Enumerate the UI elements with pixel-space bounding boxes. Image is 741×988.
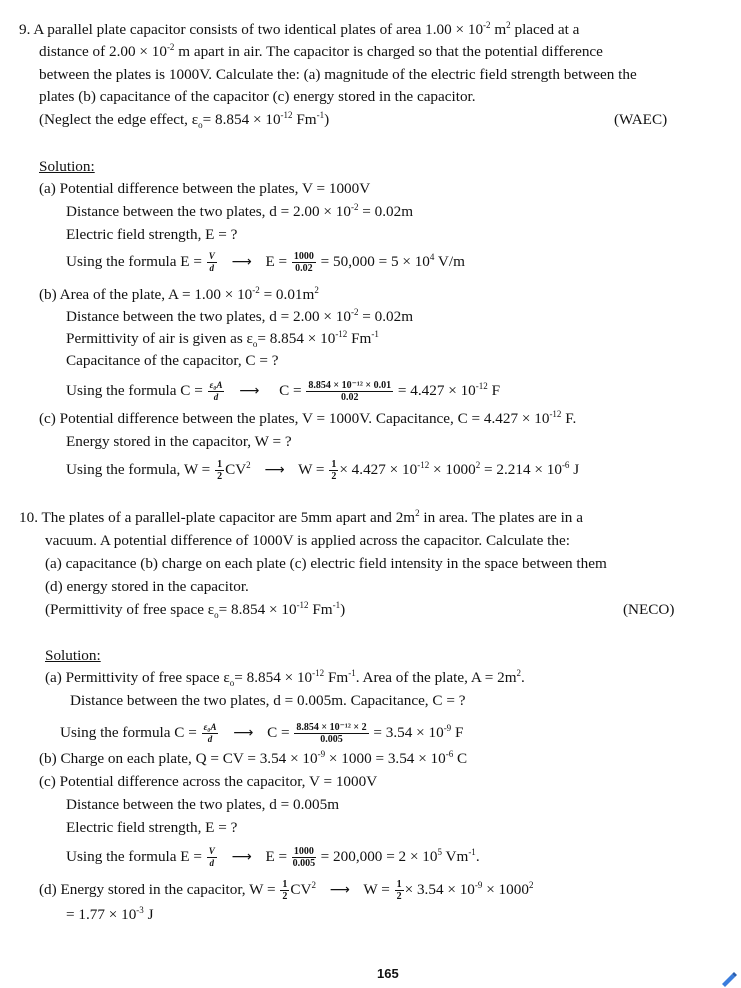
arrow-icon: ⟶: [231, 253, 252, 270]
arrow-icon: ⟶: [239, 382, 260, 399]
q9-a-line-1: (a) Potential difference between the plates, V = 1000V: [39, 180, 371, 197]
arrow-icon: ⟶: [264, 461, 285, 478]
q9-c-line-1: (c) Potential difference between the plates, V = 1000V. Capacitance, $C = 4.427 \times 10^{-12}$ F.: [39, 408, 577, 427]
q10-line-4: (d) energy stored in the capacitor.: [45, 578, 249, 595]
q10-a-line-1: (a) Permittivity of free space $\varepsilon_o= 8.854 \times 10^{-12}$ $Fm^{-1}$. Area of the plate, $A = 2m^2$.: [45, 667, 525, 689]
q10-c-line-1: (c) Potential difference across the capacitor, V = 1000V: [39, 773, 378, 790]
q9-line-3: between the plates is 1000V. Calculate the: (a) magnitude of the electric field strength between the: [39, 66, 637, 83]
fraction-capacitance-10: $\frac{\text{8.854 × 10⁻¹² × 2}}{0.005}$: [296, 722, 367, 745]
q9-c-line-2: Energy stored in the capacitor, W = ?: [66, 433, 292, 450]
q10-c-line-4: Using the formula E = $\frac{V}{d}$ ⟶ E = $\frac{1000}{0.005}$ = $200,000 = 2 \times 10^5$ $Vm^{-1}$.: [66, 846, 480, 869]
q9-b-line-5: Using the formula C = $\frac{\text{ε₀A}}{d}$ ⟶ C = $\frac{\text{8.854 × 10⁻¹² × 0.01}}{0.02}$ = $4.427 \times 10^{-12}$ F: [66, 380, 501, 403]
q9-b-line-1: (b) Area of the plate, $A = 1.00 \times 10^{-2} = 0.01m^2$: [39, 284, 319, 303]
fraction-capacitance-9: $\frac{\text{8.854 × 10⁻¹² × 0.01}}{0.02}$: [308, 380, 392, 403]
arrow-icon: ⟶: [231, 848, 252, 865]
q9-b-line-3: Permittivity of air is given as $\varepsilon_o= 8.854 \times 10^{-12}$ $Fm^{-1}$: [66, 328, 379, 350]
q10-c-line-3: Electric field strength, E = ?: [66, 819, 238, 836]
q10-line-3: (a) capacitance (b) charge on each plate (c) electric field intensity in the space between them: [45, 555, 607, 572]
q9-source: (WAEC): [614, 111, 668, 128]
fraction-one-half: $\frac{1}{2}$: [282, 879, 288, 902]
q10-source: (NECO): [623, 601, 675, 618]
q9-a-line-2: Distance between the two plates, $d = 2.00 \times 10^{-2} = 0.02m$: [66, 201, 414, 220]
fraction-one-half: $\frac{1}{2}$: [396, 879, 402, 902]
q10-solution-heading: Solution:: [45, 647, 101, 664]
q10-d-line-2: = $1.77 \times 10^{-3}$ J: [66, 904, 154, 923]
q10-line-5: (Permittivity of free space $\varepsilon_o= 8.854 \times 10^{-12}$ $Fm^{-1}$): [45, 599, 346, 621]
formula-v-over-d: $\frac{V}{d}$: [208, 846, 215, 868]
q9-b-line-2: Distance between the two plates, $d = 2.00 \times 10^{-2} = 0.02m$: [66, 306, 414, 325]
q9-line-4: plates (b) capacitance of the capacitor (c) energy stored in the capacitor.: [39, 88, 476, 105]
q10-d-line-1: (d) Energy stored in the capacitor, W = $\frac{1}{2}$ $CV^2$ ⟶ W = $\frac{1}{2}$ × $3.54 \times 10^{-9} \times 1000^2$: [39, 879, 534, 902]
q9-line-1: 9. A parallel plate capacitor consists of two identical plates of area $1.00 \times 10^{-2}$ $m^2$ placed at a: [19, 19, 580, 38]
fraction-one-half: $\frac{1}{2}$: [217, 459, 223, 482]
formula-eps-a-over-d: $\frac{\text{ε₀A}}{d}$: [209, 380, 223, 402]
q9-a-line-3: Electric field strength, E = ?: [66, 226, 238, 243]
fraction-one-half: $\frac{1}{2}$: [331, 459, 337, 482]
fraction-1000-over-0.005: $\frac{1000}{0.005}$: [292, 846, 316, 869]
q9-line-5: (Neglect the edge effect, $\varepsilon_o= 8.854 \times 10^{-12}$ $Fm^{-1}$): [39, 109, 330, 131]
q10-line-2: vacuum. A potential difference of 1000V is applied across the capacitor. Calculate the:: [45, 532, 570, 549]
pen-icon[interactable]: [718, 968, 740, 988]
q10-a-line-3: Using the formula C = $\frac{\text{ε₀A}}{d}$ ⟶ C = $\frac{\text{8.854 × 10⁻¹² × 2}}{0.005}$ = $3.54 \times 10^{-9}$ F: [60, 722, 464, 745]
q9-b-line-4: Capacitance of the capacitor, C = ?: [66, 352, 279, 369]
q10-line-1: 10. The plates of a parallel-plate capacitor are 5mm apart and $2m^2$ in area. The plates are in a: [19, 507, 583, 526]
formula-eps-a-over-d: $\frac{\text{ε₀A}}{d}$: [203, 722, 217, 744]
q9-line-2: distance of $2.00 \times 10^{-2}$ m apart in air. The capacitor is charged so that the potential difference: [39, 41, 603, 60]
formula-v-over-d: $\frac{V}{d}$: [208, 251, 215, 273]
page-number: 165: [377, 966, 399, 981]
q9-c-line-3: Using the formula, W = $\frac{1}{2}$ $CV^2$ ⟶ W = $\frac{1}{2}$ × $4.427 \times 10^{-12} \times 1000^2 = 2.214 \times 10^{-6}$ J: [66, 459, 580, 482]
q9-solution-heading: Solution:: [39, 158, 95, 175]
q10-c-line-2: Distance between the two plates, d = 0.005m: [66, 796, 340, 813]
fraction-1000-over-0.02: $\frac{1000}{0.02}$: [293, 251, 314, 274]
q10-a-line-2: Distance between the two plates, d = 0.005m. Capacitance, C = ?: [70, 692, 466, 709]
q9-a-line-4: Using the formula E = $\frac{V}{d}$ ⟶ E = $\frac{1000}{0.02}$ = $50,000 = 5 \times 10^4$ V/m: [66, 251, 465, 274]
q10-b-line-1: (b) Charge on each plate, Q = CV = $3.54 \times 10^{-9} \times 1000 = 3.54 \times 10^{-6}$ C: [39, 748, 468, 767]
arrow-icon: ⟶: [329, 881, 350, 898]
arrow-icon: ⟶: [233, 724, 254, 741]
